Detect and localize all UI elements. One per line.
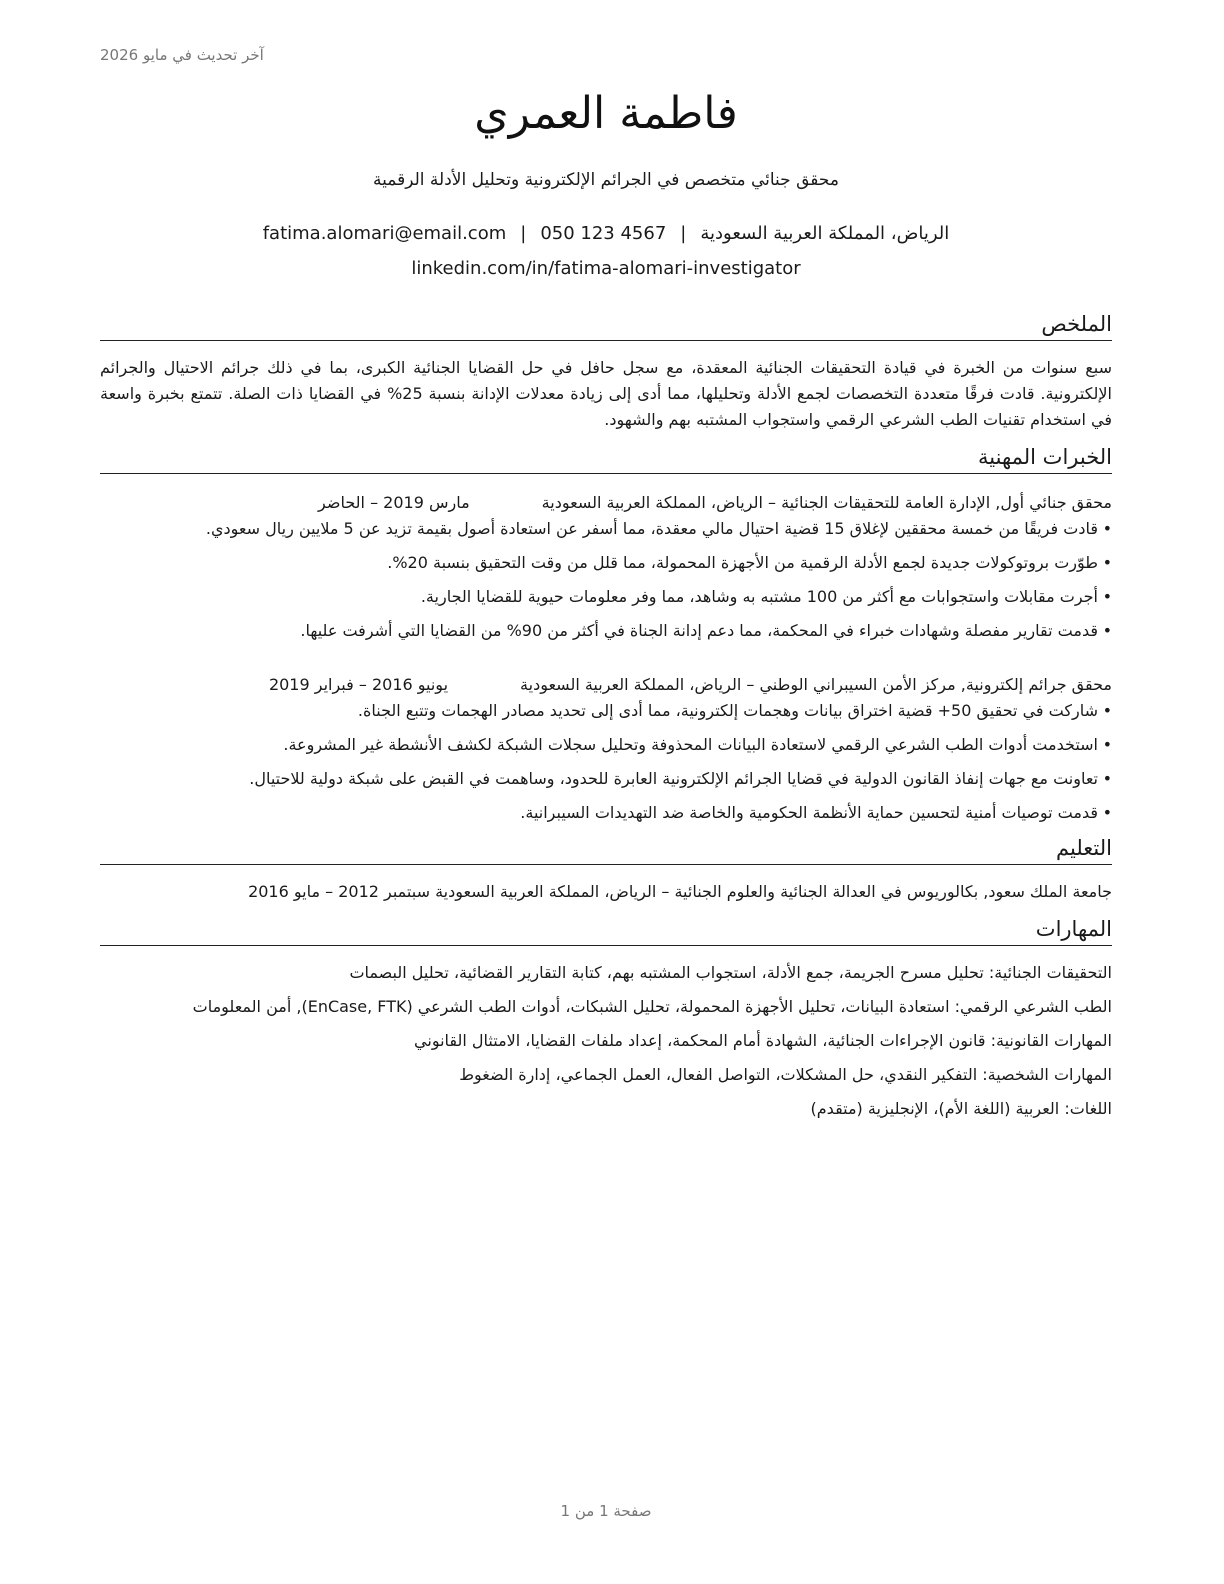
job-entry (100, 672, 1112, 826)
location: الرياض، المملكة العربية السعودية (700, 223, 950, 244)
skill-row: الطب الشرعي الرقمي: استعادة البيانات، تحليل الأجهزة المحمولة، تحليل الشبكات، أدوات الطب الشرعي (EnCase, FTK), أمن المعلومات (192, 997, 1112, 1016)
list-item: • قدمت توصيات أمنية لتحسين حماية الأنظمة الحكومية والخاصة ضد التهديدات السيبرانية. (100, 800, 1112, 826)
list-item: • تعاونت مع جهات إنفاذ القانون الدولية في قضايا الجرائم الإلكترونية العابرة للحدود، وساهمت في القبض على شبكة دولية للاحتيال. (100, 766, 1112, 792)
experience-section (100, 443, 1112, 826)
list-item: • شاركت في تحقيق 50+ قضية اختراق بيانات وهجمات إلكترونية، مما أدى إلى تحديد مصادر الهجمات وتتبع الجناة. (100, 698, 1112, 724)
job-title: محقق جنائي أول, الإدارة العامة للتحقيقات الجنائية – الرياض، المملكة العربية السعودية (541, 493, 1112, 512)
job-dates: يونيو 2016 – فبراير 2019 (268, 675, 449, 694)
page-number: صفحة 1 من 1 (560, 1502, 652, 1520)
skill-row: المهارات الشخصية: التفكير النقدي، حل المشكلات، التواصل الفعال، العمل الجماعي، إدارة الضغوط (459, 1065, 1112, 1084)
bullet-icon: • (1102, 519, 1112, 538)
bullet-icon: • (1102, 769, 1112, 788)
section-title-education: التعليم (100, 834, 1112, 865)
skills-section (100, 915, 1112, 1122)
job-bullets (100, 516, 1112, 644)
summary-text: سبع سنوات من الخبرة في قيادة التحقيقات الجنائية المعقدة، مع سجل حافل في حل القضايا الجنائية الكبرى، بما في ذلك جرائم الاحتيال والجرائم الإلكترونية. قادت فرقًا متعددة التخصصات لجمع الأدلة وتحليلها، مما أدى إلى زيادة معدلات الإدانة بنسبة 25% في القضايا ذات الصلة. تتمتع بخبرة واسعة في استخدام تقنيات الطب الشرعي الرقمي واستجواب المشتبه بهم والشهود. (100, 358, 1112, 429)
section-title-skills: المهارات (100, 915, 1112, 946)
bullet-icon: • (1102, 803, 1112, 822)
separator: | (680, 223, 687, 244)
job-title: محقق جرائم إلكترونية, مركز الأمن السيبراني الوطني – الرياض، المملكة العربية السعودية (520, 675, 1112, 694)
section-title-experience: الخبرات المهنية (100, 443, 1112, 474)
last-updated: آخر تحديث في مايو 2026 (100, 46, 264, 64)
job-dates: مارس 2019 – الحاضر (318, 493, 470, 512)
bullet-icon: • (1102, 587, 1112, 606)
summary-section (100, 310, 1112, 433)
list-item: • أجرت مقابلات واستجوابات مع أكثر من 100 مشتبه به وشاهد، مما وفر معلومات حيوية للقضايا الجارية. (100, 584, 1112, 610)
skills-list (100, 960, 1112, 1122)
list-item: • استخدمت أدوات الطب الشرعي الرقمي لاستعادة البيانات المحذوفة وتحليل سجلات الشبكة لكشف الأنشطة غير المشروعة. (100, 732, 1112, 758)
linkedin-link[interactable]: linkedin.com/in/fatima-alomari-investigator (411, 258, 801, 279)
skill-row: المهارات القانونية: قانون الإجراءات الجنائية، الشهادة أمام المحكمة، إعداد ملفات القضايا، الامتثال القانوني (414, 1031, 1112, 1050)
job-header (100, 672, 1112, 698)
resume-content (100, 310, 1112, 1130)
education-section (100, 834, 1112, 905)
skill-row: التحقيقات الجنائية: تحليل مسرح الجريمة، جمع الأدلة، استجواب المشتبه بهم، كتابة التقارير القضائية، تحليل البصمات (349, 963, 1112, 982)
list-item: • قدمت تقارير مفصلة وشهادات خبراء في المحكمة، مما دعم إدانة الجناة في أكثر من 90% من القضايا التي أشرفت عليها. (100, 618, 1112, 644)
bullet-icon: • (1102, 701, 1112, 720)
email-link[interactable]: fatima.alomari@email.com (262, 223, 507, 244)
section-title-summary: الملخص (100, 310, 1112, 341)
separator: | (520, 223, 527, 244)
candidate-name: فاطمة العمري (474, 88, 738, 139)
skill-row: اللغات: العربية (اللغة الأم)، الإنجليزية (متقدم) (810, 1099, 1112, 1118)
tagline: محقق جنائي متخصص في الجرائم الإلكترونية وتحليل الأدلة الرقمية (373, 170, 839, 190)
job-header (100, 490, 1112, 516)
phone-number: 050 123 4567 (540, 223, 667, 244)
resume-page (100, 0, 1112, 1584)
job-bullets (100, 698, 1112, 826)
education-entry: جامعة الملك سعود, بكالوريوس في العدالة الجنائية والعلوم الجنائية – الرياض، المملكة العربية السعودية سبتمبر 2012 – مايو 2016 (248, 882, 1112, 901)
list-item: • طوّرت بروتوكولات جديدة لجمع الأدلة الرقمية من الأجهزة المحمولة، مما قلل من وقت التحقيق بنسبة 20%. (100, 550, 1112, 576)
bullet-icon: • (1102, 621, 1112, 640)
bullet-icon: • (1102, 735, 1112, 754)
bullet-icon: • (1102, 553, 1112, 572)
contact-line (100, 223, 1112, 244)
list-item: • قادت فريقًا من خمسة محققين لإغلاق 15 قضية احتيال مالي معقدة، مما أسفر عن استعادة أصول بقيمة تزيد عن 5 ملايين ريال سعودي. (100, 516, 1112, 542)
job-entry (100, 490, 1112, 644)
